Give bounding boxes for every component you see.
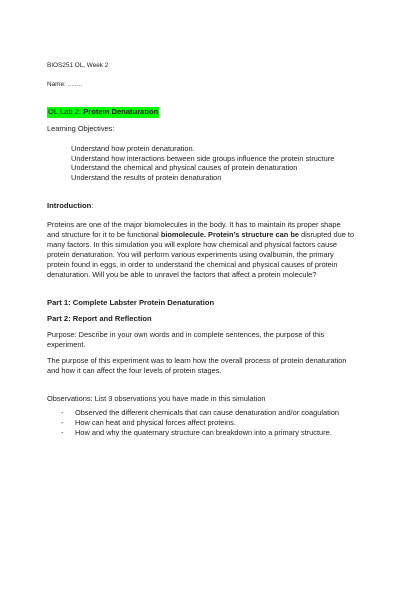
part2-heading: Part 2: Report and Reflection [47, 313, 152, 323]
purpose-prompt: Purpose: Describe in your own words and in complete sentences, the purpose of this experiment. [47, 330, 325, 350]
introduction-text-bold: biomolecule. Protein’s structure can be [160, 229, 299, 239]
lab-title-highlight [47, 107, 159, 117]
observation-item: - Observed the different chemicals that can cause denaturation and/or coagulation [61, 408, 354, 418]
objective-item: Understand how protein denaturation. [71, 143, 195, 153]
part1-heading: Part 1: Complete Labster Protein Denaturation [47, 297, 215, 307]
observation-item: - How can heat and physical forces affect proteins. [61, 418, 354, 428]
introduction-text-part: Proteins are one of the major biomolecules in the body. It has to maintain its proper shape and structure for it to be functional [47, 219, 341, 239]
objective-item: Understand how interactions between side groups influence the protein structure [71, 153, 335, 163]
objectives-heading: Learning Objectives: [47, 123, 115, 133]
introduction-heading: Introduction [47, 201, 92, 211]
name-line: Name: ……. [47, 80, 83, 88]
introduction-text-part: disrupted due to many factors. In this simulation you will explore how chemical and physical factors cause protein denaturation. You will perform various experiments using ovalbumin, the primary protein found in eggs, in order to understand the chemical and physical causes of protein denaturation. Will you be able to unravel the factors that affect a protein molecule? [47, 229, 355, 279]
objectives-list [71, 144, 354, 184]
observations-list [61, 408, 354, 438]
introduction-heading-suffix: : [91, 201, 94, 211]
introduction-heading-line [47, 201, 354, 211]
course-header: BIOS251 OL, Week 2 [47, 62, 109, 69]
observations-prompt: Observations: List 3 observations you have made in this simulation [47, 394, 266, 404]
lab-title-line [47, 107, 354, 117]
introduction-text [47, 220, 354, 280]
lab-title: Protein Denaturation [83, 107, 159, 117]
purpose-answer: The purpose of this experiment was to learn how the overall process of protein denaturation and how it can affect the four levels of protein stages. [47, 356, 347, 376]
objective-item: Understand the results of protein denaturation [71, 173, 222, 183]
lab-prefix: OL Lab 2: [48, 107, 82, 117]
observation-item: - How and why the quaternary structure can breakdown into a primary structure. [61, 428, 354, 438]
objective-item: Understand the chemical and physical causes of protein denaturation [71, 163, 298, 173]
